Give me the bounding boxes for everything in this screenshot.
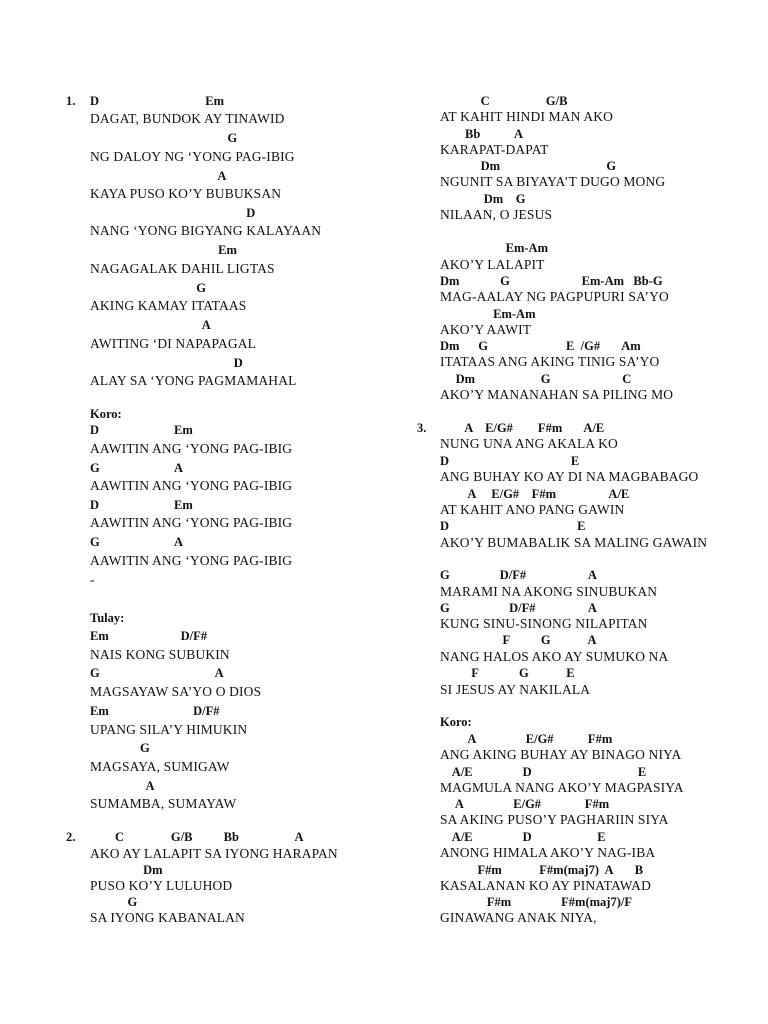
lyric-line: KAYA PUSO KO’Y BUBUKSAN: [90, 186, 282, 201]
chord-line: D E: [440, 519, 586, 533]
chord-line: A E/G# F#m: [440, 732, 613, 746]
lyric-line: AWITING ‘DI NAPAPAGAL: [90, 336, 257, 351]
lyric-line: AKO’Y LALAPIT: [440, 257, 545, 272]
chord-line: D Em: [90, 498, 193, 512]
chord-line: Em-Am: [440, 241, 548, 255]
verse-number: 2.: [66, 830, 76, 844]
lyric-line: PUSO KO’Y LULUHOD: [90, 878, 233, 893]
dash-marker: -: [90, 572, 95, 587]
chord-line: Dm G E /G# Am: [440, 339, 641, 353]
lyric-line: ANG BUHAY KO AY DI NA MAGBABAGO: [440, 469, 699, 484]
lyric-line: NAGAGALAK DAHIL LIGTAS: [90, 261, 275, 276]
lyric-line: MAGSAYAW SA’YO O DIOS: [90, 684, 262, 699]
chord-line: Dm: [90, 863, 163, 877]
chord-line: A: [90, 779, 155, 793]
lyric-line: KUNG SINU-SINONG NILAPITAN: [440, 616, 648, 631]
lyric-line: AT KAHIT HINDI MAN AKO: [440, 109, 614, 124]
koro-label: Koro:: [440, 715, 472, 729]
chord-line: Dm G C: [440, 372, 632, 386]
chord-line: G A: [90, 461, 184, 475]
chord-line: Dm G: [440, 192, 526, 206]
chord-line: Dm G: [440, 159, 617, 173]
lyric-line: NUNG UNA ANG AKALA KO: [440, 436, 618, 451]
chord-line: G: [90, 131, 238, 145]
lyric-line: AAWITIN ANG ‘YONG PAG-IBIG: [90, 553, 293, 568]
lyric-line: MAGSAYA, SUMIGAW: [90, 759, 230, 774]
lyric-line: ITATAAS ANG AKING TINIG SA’YO: [440, 354, 660, 369]
chord-line: Em-Am: [440, 307, 536, 321]
chord-line: Em: [90, 243, 237, 257]
lyric-line: NANG HALOS AKO AY SUMUKO NA: [440, 649, 669, 664]
chord-line: A: [90, 169, 227, 183]
chord-line: C G/B Bb A: [90, 830, 304, 844]
chord-line: Bb A: [440, 127, 524, 141]
verse-number: 3.: [417, 421, 427, 435]
lyric-line: AKING KAMAY ITATAAS: [90, 298, 247, 313]
lyric-line: NANG ‘YONG BIGYANG KALAYAAN: [90, 223, 322, 238]
lyric-line: AKO’Y AAWIT: [440, 322, 532, 337]
lyric-line: MAG-AALAY NG PAGPUPURI SA’YO: [440, 289, 669, 304]
chord-line: G A: [90, 535, 184, 549]
chord-line: D Em: [90, 94, 225, 108]
lyric-line: MAGMULA NANG AKO’Y MAGPASIYA: [440, 780, 684, 795]
lyric-line: AT KAHIT ANO PANG GAWIN: [440, 502, 625, 517]
lyric-line: SA AKING PUSO’Y PAGHARIIN SIYA: [440, 812, 669, 827]
lyric-line: ANG AKING BUHAY AY BINAGO NIYA: [440, 747, 682, 762]
lyric-line: GINAWANG ANAK NIYA,: [440, 910, 597, 925]
chord-line: F#m F#m(maj7) A B: [440, 863, 644, 877]
chord-line: G A: [90, 666, 224, 680]
chord-line: D E: [440, 454, 580, 468]
chord-line: Em D/F#: [90, 629, 208, 643]
lyric-line: MARAMI NA AKONG SINUBUKAN: [440, 584, 658, 599]
lyric-line: AAWITIN ANG ‘YONG PAG-IBIG: [90, 478, 293, 493]
chord-line: G: [90, 281, 206, 295]
chord-line: G D/F# A: [440, 601, 597, 615]
lyric-line: KARAPAT-DAPAT: [440, 142, 549, 157]
lyric-line: ALAY SA ‘YONG PAGMAMAHAL: [90, 373, 297, 388]
chord-line: F G A: [440, 633, 597, 647]
chord-line: Dm G Em-Am Bb-G: [440, 274, 663, 288]
chord-line: A E/G# F#m A/E: [440, 421, 605, 435]
lyric-line: KASALANAN KO AY PINATAWAD: [440, 878, 651, 893]
chord-line: D: [90, 206, 256, 220]
lyric-line: NILAAN, O JESUS: [440, 207, 553, 222]
chord-line: G: [90, 895, 138, 909]
chord-line: D Em: [90, 423, 193, 437]
chord-line: A/E D E: [440, 830, 606, 844]
chord-line: F#m F#m(maj7)/F: [440, 895, 632, 909]
lyric-line: ANONG HIMALA AKO’Y NAG-IBA: [440, 845, 656, 860]
tulay-label: Tulay:: [90, 611, 125, 625]
chord-line: G D/F# A: [440, 568, 597, 582]
chord-line: A: [90, 318, 211, 332]
lyric-line: NAIS KONG SUBUKIN: [90, 647, 230, 662]
lyric-line: SI JESUS AY NAKILALA: [440, 682, 591, 697]
lyric-line: AKO’Y MANANAHAN SA PILING MO: [440, 387, 674, 402]
verse-number: 1.: [66, 94, 76, 108]
lyric-line: NG DALOY NG ‘YONG PAG-IBIG: [90, 149, 295, 164]
lyric-line: AAWITIN ANG ‘YONG PAG-IBIG: [90, 515, 293, 530]
lyric-line: AKO’Y BUMABALIK SA MALING GAWAIN: [440, 535, 708, 550]
chord-line: A E/G# F#m: [440, 797, 610, 811]
lyric-line: DAGAT, BUNDOK AY TINAWID: [90, 111, 285, 126]
lyric-line: AKO AY LALAPIT SA IYONG HARAPAN: [90, 846, 338, 861]
lyric-line: AAWITIN ANG ‘YONG PAG-IBIG: [90, 441, 293, 456]
chord-line: A/E D E: [440, 765, 647, 779]
lyric-line: UPANG SILA’Y HIMUKIN: [90, 722, 248, 737]
koro-label: Koro:: [90, 407, 122, 421]
lyric-line: NGUNIT SA BIYAYA’T DUGO MONG: [440, 174, 666, 189]
lyric-line: SUMAMBA, SUMAYAW: [90, 796, 237, 811]
chord-line: D: [90, 356, 243, 370]
chord-line: A E/G# F#m A/E: [440, 487, 630, 501]
chord-line: Em D/F#: [90, 704, 220, 718]
chord-line: F G E: [440, 666, 575, 680]
lyric-line: SA IYONG KABANALAN: [90, 910, 245, 925]
chord-line: G: [90, 741, 150, 755]
chord-line: C G/B: [440, 94, 568, 108]
